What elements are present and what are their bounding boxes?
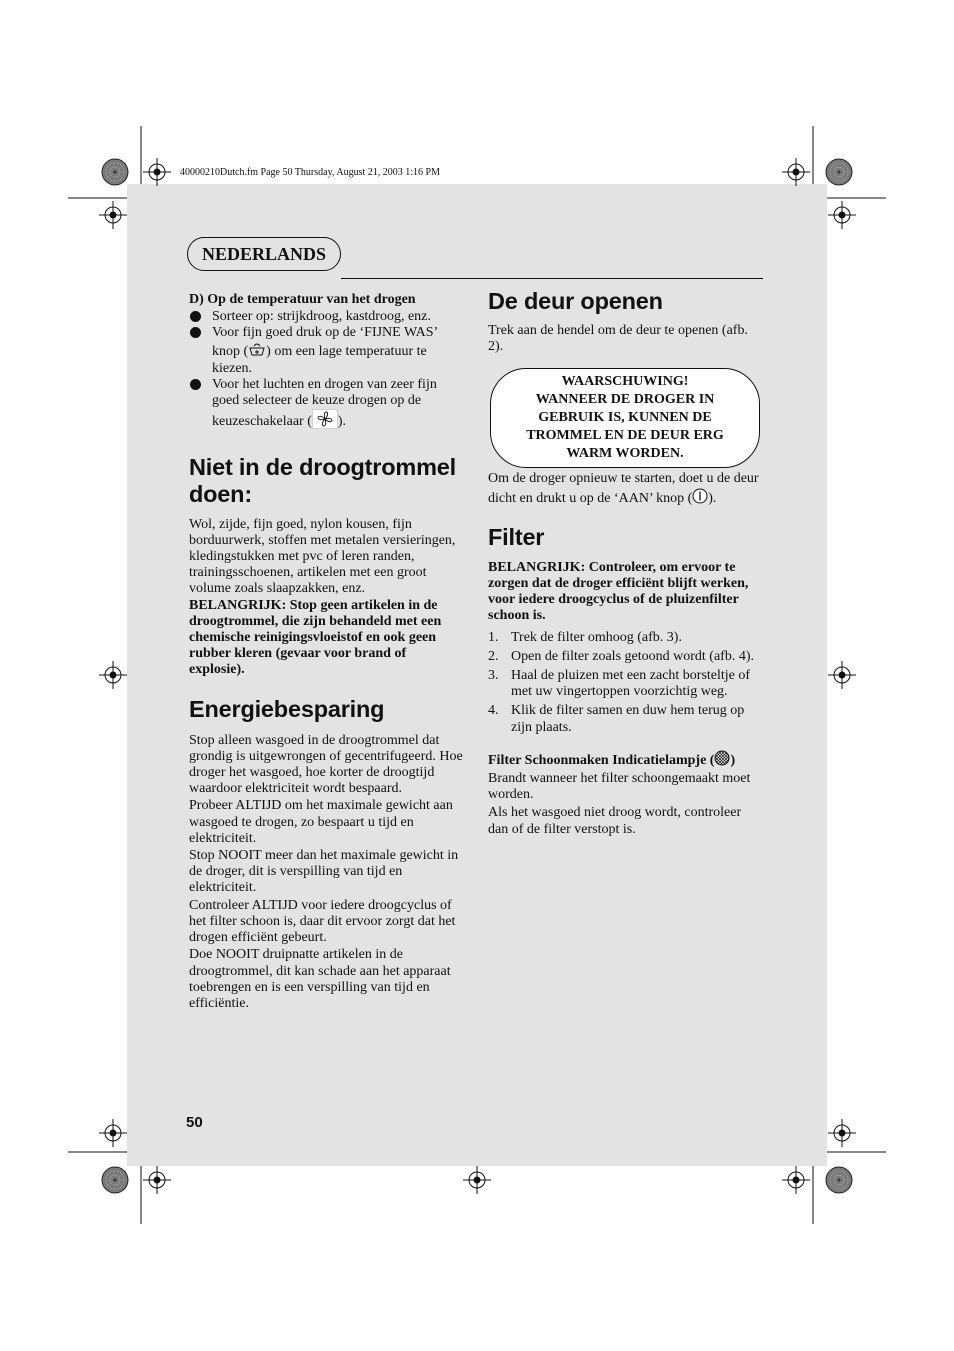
list-item: 4. Klik de filter samen en duw hem terug op zijn plaats. [488,703,745,735]
registration-crosshair-icon [143,1166,171,1194]
bullet-dot [190,311,201,322]
header-rule [341,278,763,279]
color-target-icon [826,1167,852,1193]
power-on-icon [692,488,708,509]
warning-line: WAARSCHUWING! [561,374,689,390]
bullet-dot [190,327,201,338]
niet-important: BELANGRIJK: Stop geen artikelen in de droogtrommel, die zijn behandeld met een chemische reinigingsvloeistof en ook geen rubber kleren (gevaar voor brand of explosie). [189,597,442,678]
print-meta-line: 40000210Dutch.fm Page 50 Thursday, August 21, 2003 1:16 PM [180,167,440,178]
bullet-dot [190,379,201,390]
registration-crosshair-icon [99,1119,127,1147]
warning-line: GEBRUIK IS, KUNNEN DE [538,410,712,425]
energie-paragraph: Probeer ALTIJD om het maximale gewicht aan wasgoed te drogen, zo bespaart u tijd en elektriciteit. [189,798,453,846]
section-title-niet: Niet in de droogtrommel doen: [189,453,456,507]
list-item: 1. Trek de filter omhoog (afb. 3). [488,629,682,645]
list-item: 2. Open de filter zoals getoond wordt (afb. 4). [488,648,754,664]
niet-paragraph: Wol, zijde, fijn goed, nylon kousen, fijn borduurwerk, stoffen met metalen versieringen, kledingstukken met pvc of leren randen, trainingsschoenen, artikelen met een groot volume zoals slaapzakken, enz. [189,516,456,597]
color-target-icon [102,1167,128,1193]
indicator-paragraph: Brandt wanneer het filter schoongemaakt moet worden. [488,771,751,803]
section-title-filter: Filter [488,523,545,550]
section-title-deur: De deur openen [488,288,663,314]
filter-important: BELANGRIJK: Controleer, om ervoor te zorgen dat de droger efficiënt blijft werken, voor iedere droogcyclus of de pluizenfilter schoon is. [488,559,749,624]
registration-crosshair-icon [828,201,856,229]
registration-crosshair-icon [782,158,810,186]
page-number: 50 [186,1114,203,1131]
registration-crosshair-icon [782,1166,810,1194]
warning-line: WARM WORDEN. [566,445,684,461]
energie-paragraph: Stop NOOIT meer dan het maximale gewicht in de droger, dit is verspilling van tijd en elektriciteit. [189,848,459,896]
left-column [189,292,465,1012]
color-target-icon [826,159,852,185]
registration-crosshair-icon [828,1119,856,1147]
warning-line: WANNEER DE DROGER IN [535,392,715,408]
filter-steps [488,630,764,736]
list-item: 3. Haal de pluizen met een zacht borsteltje of met uw vingertoppen voorzichtig weg. [488,668,751,700]
energie-paragraph: Stop alleen wasgoed in de droogtrommel dat grondig is uitgewrongen of gecentrifugeerd. Hoe droger het wasgoed, hoe korter de droogtijd waardoor elektriciteit wordt bespaard. [189,732,463,797]
right-column [488,288,764,838]
air-fan-icon [312,409,338,434]
section-title-energie: Energiebesparing [189,695,385,722]
energie-paragraph: Doe NOOIT druipnatte artikelen in de droogtrommel, dit kan schade aan het apparaat toebrengen en is een verspilling van tijd en efficiëntie. [189,947,451,1011]
color-target-icon [102,159,128,185]
language-badge: NEDERLANDS [187,237,341,271]
warning-box [490,368,760,468]
warning-line: TROMMEL EN DE DEUR ERG [526,427,724,443]
temperature-bullets [189,309,465,434]
indicator-paragraph: Als het wasgoed niet droog wordt, controleer dan of de filter verstopt is. [488,805,742,837]
energie-paragraph: Controleer ALTIJD voor iedere droogcyclus of het filter schoon is, daar dit ervoor zorgt dat het drogen efficiënt gebeurt. [189,897,456,946]
delicate-wash-icon [248,342,266,361]
restart-paragraph: Om de droger opnieuw te starten, doet u de deur dicht en drukt u op de ‘AAN’ knop ( ). [488,471,764,508]
registration-crosshair-icon [99,201,127,229]
registration-crosshair-icon [463,1166,491,1194]
list-item: Voor het luchten en drogen van zeer fijn goed selecteer de keuze drogen op de keuzeschakelaar ( ). [189,377,465,435]
list-item: Voor fijn goed druk op de ‘FIJNE WAS’ knop ( ) om een lage temperatuur te kiezen. [189,325,465,377]
deur-paragraph: Trek aan de hendel om de deur te openen (afb. 2). [488,323,748,355]
indicator-heading: Filter Schoonmaken Indicatielampje ( ) [488,750,764,771]
registration-crosshair-icon [143,158,171,186]
registration-crosshair-icon [99,661,127,689]
list-item: Sorteer op: strijkdroog, kastdroog, enz. [189,309,465,325]
registration-crosshair-icon [828,661,856,689]
temperature-heading: D) Op de temperatuur van het drogen [189,292,416,307]
filter-lamp-icon [714,750,730,771]
